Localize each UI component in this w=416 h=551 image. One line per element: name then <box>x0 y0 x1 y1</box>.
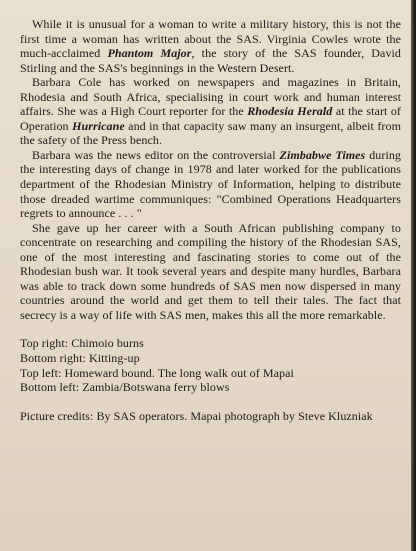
paragraph <box>20 148 401 221</box>
text-run: and in that capacity saw many an insurgent, albeit from the safety of the Press bench. <box>20 118 401 148</box>
paragraph <box>20 17 401 75</box>
italic-title: Zimbabwe Times <box>279 147 366 162</box>
text-run: Barbara was the news editor on the controversial <box>32 147 280 162</box>
picture-credits: Picture credits: By SAS operators. Mapai photograph by Steve Kluzniak <box>20 408 373 423</box>
author-biography <box>20 17 401 322</box>
text-run: She gave up her career with a South African publishing company to concentrate on researching and compiling the history of the Rhodesian SAS, one of the most interesting and fascinating stories to come out of the Rhodesian bush war. It took several years and despite many hurdles, Barbara was able to track down some hundreds of SAS men now dispersed in many countries around the world and get them to tell their tales. The fact that secrecy is a way of life with SAS men, makes this all the more remarkable. <box>20 220 401 322</box>
page-text <box>20 17 401 435</box>
italic-title: Phantom Major <box>107 46 192 61</box>
text-run: during the interesting days of change in 1978 and later worked for the publications department of the Rhodesian Ministry of Information, helping to distribute those dreaded wartime communiques: "Combined Operations Headquarters regrets to announce . . . " <box>20 147 401 221</box>
text-run: Barbara Cole has worked on newspapers and magazines in Britain, Rhodesia and South Africa, specialising in court work and human interest affairs. She was a High Court reporter for the <box>20 75 401 119</box>
paragraph <box>20 75 401 148</box>
italic-title: Hurricane <box>72 118 125 133</box>
photo-captions <box>20 336 401 394</box>
page-edge-shadow <box>411 0 416 551</box>
caption-bottom-left: Bottom left: Zambia/Botswana ferry blows <box>20 380 230 395</box>
text-run: While it is unusual for a woman to write a military history, this is not the first time a woman has written about the SAS. Virginia Cowles wrote the much-acclaimed <box>20 17 401 61</box>
caption-top-left: Top left: Homeward bound. The long walk out of Mapai <box>20 365 294 380</box>
caption-top-right: Top right: Chimoio burns <box>20 336 144 351</box>
caption-bottom-right: Bottom right: Kitting-up <box>20 351 140 366</box>
text-run: at the start of Operation <box>20 104 401 133</box>
paragraph <box>20 221 401 323</box>
text-run: , the story of the SAS founder, David Stirling and the SAS's beginnings in the Western Desert. <box>20 46 401 75</box>
italic-title: Rhodesia Herald <box>247 104 333 119</box>
